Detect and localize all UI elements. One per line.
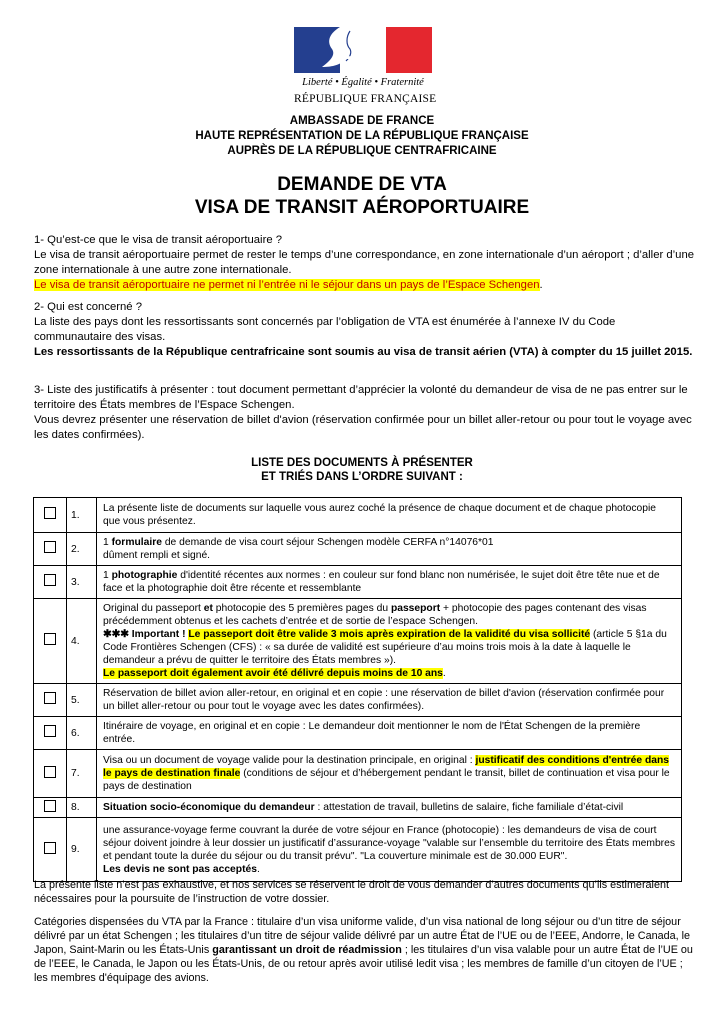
header-line-3: AUPRÈS DE LA RÉPUBLIQUE CENTRAFRICAINE	[227, 145, 497, 157]
table-row: 8. Situation socio-économique du demandeur : attestation de travail, bulletins de salaire, fiche familiale d’état-civil	[34, 798, 682, 818]
section-1-question: 1- Qu’est-ce que le visa de transit aéroportuaire ?	[34, 234, 283, 246]
checkbox[interactable]	[44, 766, 56, 778]
republic-name: RÉPUBLIQUE FRANÇAISE	[294, 93, 437, 105]
table-row: 6. Itinéraire de voyage, en original et en copie : Le demandeur doit mentionner le nom de l'État Schengen de la première entrée.	[34, 717, 682, 750]
section-2-question: 2- Qui est concerné ?	[34, 301, 143, 313]
section-1-highlight: Le visa de transit aéroportuaire ne permet ni l’entrée ni le séjour dans un pays de l’Espace Schengen	[34, 279, 540, 291]
checkbox[interactable]	[44, 541, 56, 553]
section-3-text-2: Vous devrez présenter une réservation de billet d'avion (réservation confirmée pour un billet aller-retour ou pour tout le voyage avec les dates confirmées).	[34, 414, 692, 441]
checkbox[interactable]	[44, 692, 56, 704]
checkbox[interactable]	[44, 574, 56, 586]
section-1	[34, 233, 694, 293]
header-line-1: AMBASSADE DE FRANCE	[289, 115, 435, 127]
checkbox[interactable]	[44, 725, 56, 737]
section-3	[34, 383, 694, 443]
footer-note: La présente liste n’est pas exhaustive, et nos services se réservent le droit de vous demander d’autres documents qu’ils estimeraient nécessaires pour la poursuite de l’instruction de votre dossier.	[34, 879, 669, 905]
motto: Liberté • Égalité • Fraternité	[302, 77, 424, 88]
title-line-1: DEMANDE DE VTA	[277, 174, 447, 195]
marianne-flag-icon	[294, 27, 432, 73]
documents-table	[33, 497, 682, 882]
republique-francaise-logo	[294, 27, 437, 105]
title-line-2: VISA DE TRANSIT AÉROPORTUAIRE	[194, 197, 530, 218]
section-2-bold-line: Les ressortissants de la République centrafricaine sont soumis au visa de transit aérien (VTA) à compter du 15 juillet 2015.	[34, 346, 693, 358]
section-2	[34, 300, 694, 360]
table-row: 4. Original du passeport et photocopie des 5 premières pages du passeport + photocopie des pages contenant des visas précédemment obtenus et les cachets d’entrée et de sortie de l’espace Schengen. ✱✱✱ Important ! Le passeport doit être valide 3 mois après expiration de la validité du visa sollicité (article 5 §1a du Code Frontières Schengen (CFS) : « sa durée de validité est supérieure d’au moins trois mois à la date à laquelle le demandeur a prévu de quitter le territoire des États membres »). Le passeport doit également avoir été délivré depuis moins de 10 ans.	[34, 599, 682, 684]
table-row: 9. une assurance-voyage ferme couvrant la durée de votre séjour en France (photocopie) : les demandeurs de visa de court séjour doivent joindre à leur dossier un justificatif d’assurance-voyage "valable sur l’ensemble du territoire des États membres et pendant toute la durée du séjour ou du transit prévu". "La couverture minimale est de 30.000 EUR". Les devis ne sont pas acceptés.	[34, 818, 682, 882]
header-line-2: HAUTE REPRÉSENTATION DE LA RÉPUBLIQUE FRANÇAISE	[195, 130, 529, 142]
list-title-line-1: LISTE DES DOCUMENTS À PRÉSENTER	[251, 457, 473, 469]
section-3-text-1: 3- Liste des justificatifs à présenter : tout document permettant d’apprécier la volonté du demandeur de visa de ne pas entrer sur le territoire des États membres de l’Espace Schengen.	[34, 384, 688, 411]
checkbox[interactable]	[44, 842, 56, 854]
section-1-highlight-line: Le visa de transit aéroportuaire ne permet ni l’entrée ni le séjour dans un pays de l’Espace Schengen.	[34, 279, 543, 291]
checkbox[interactable]	[44, 633, 56, 645]
section-2-answer: La liste des pays dont les ressortissants sont concernés par l’obligation de VTA est énumérée à l’annexe IV du Code communautaire des visas.	[34, 316, 616, 343]
table-row: 2. 1 formulaire de demande de visa court séjour Schengen modèle CERFA n°14076*01 dûment rempli et signé.	[34, 533, 682, 566]
table-row: 7. Visa ou un document de voyage valide pour la destination principale, en original : justificatif des conditions d'entrée dans le pays de destination finale (conditions de séjour et d’hébergement pendant le transit, billet de continuation et visa pour le pays de destination	[34, 750, 682, 798]
table-row: 5. Réservation de billet avion aller-retour, en original et en copie : une réservation de billet d'avion (réservation confirmée pour un billet aller-retour ou pour tout le voyage avec les dates confirmées).	[34, 684, 682, 717]
section-1-answer: Le visa de transit aéroportuaire permet de rester le temps d’une correspondance, en zone internationale d’un aéroport ; d’aller d’une zone internationale à une autre zone internationale.	[34, 249, 695, 276]
table-row: 3. 1 photographie d'identité récentes aux normes : en couleur sur fond blanc non numérisée, le sujet doit être tête nue et de face et la photographie doit être récente et ressemblante	[34, 566, 682, 599]
list-title-line-2: ET TRIÉS DANS L’ORDRE SUIVANT :	[261, 471, 463, 483]
checkbox[interactable]	[44, 800, 56, 812]
table-row: 1. La présente liste de documents sur laquelle vous aurez coché la présence de chaque document et de chaque photocopie que vous présentez.	[34, 498, 682, 533]
footer-categories: Catégories dispensées du VTA par la France : titulaire d’un visa uniforme valide, d’un visa national de long séjour ou d’un titre de séjour délivré par un état Schengen ; les titulaires d’un titre de séjour valide délivré par un autre État de l’UE ou de l’EEE, Andorre, le Canada, le Japon, Saint-Marin ou les États-Unis garantissant un droit de réadmission ; les titulaires d’un visa valable pour un autre État de l’UE ou de l’EEE, le Canada, le Japon ou les États-Unis, de ou retour après avoir utilisé ledit visa ; les membres de famille d’un citoyen de l’UE ; les membres d'équipage des avions.	[34, 916, 693, 984]
checkbox[interactable]	[44, 507, 56, 519]
